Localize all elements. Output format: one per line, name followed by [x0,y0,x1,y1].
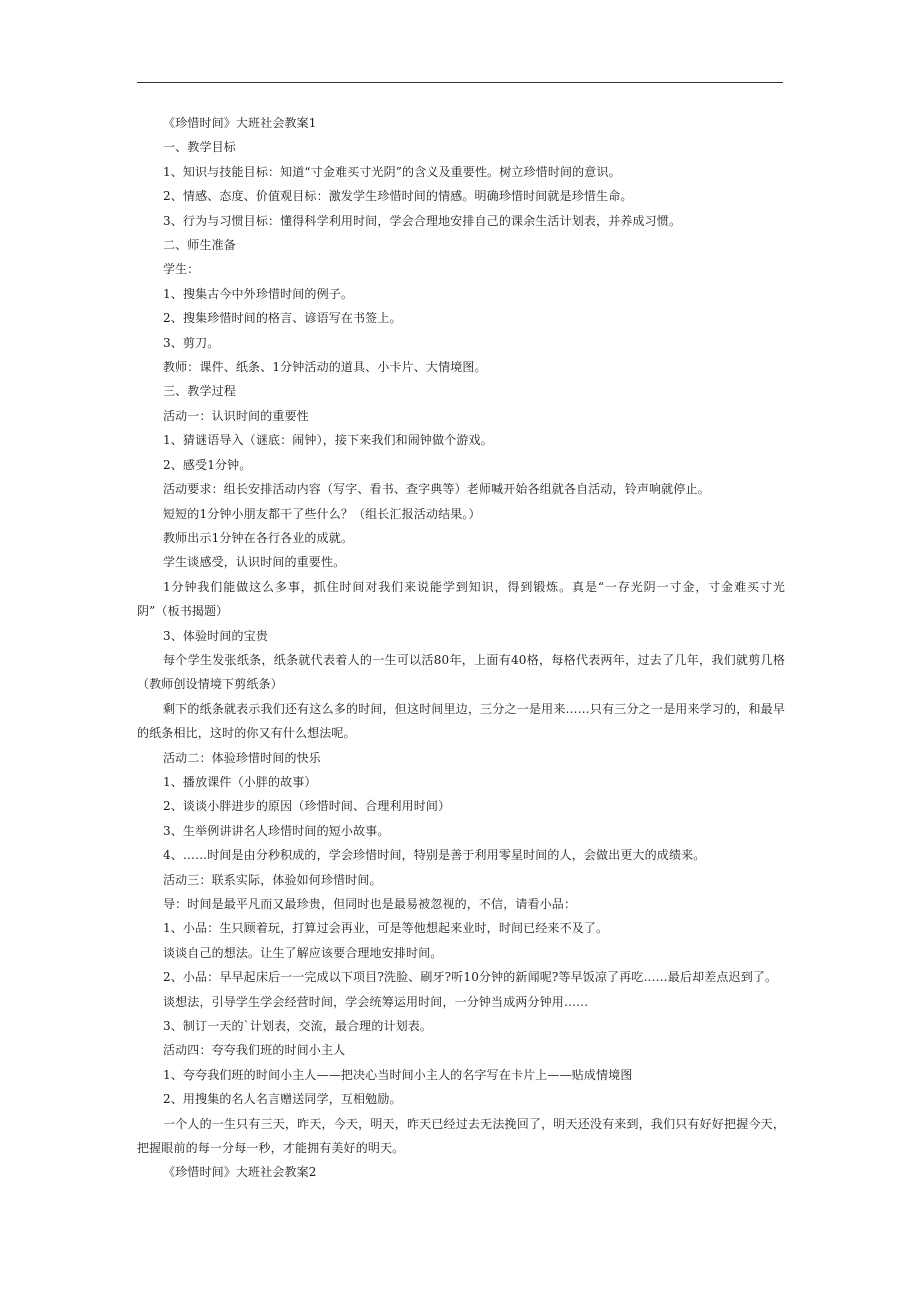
activity-heading: 活动一：认识时间的重要性 [163,408,309,423]
paragraph: 1、知识与技能目标：知道“寸金难买寸光阴”的含义及重要性。树立珍惜时间的意识。 [163,164,621,179]
paragraph: 一个人的一生只有三天，昨天，今天，明天，昨天已经过去无法挽回了，明天还没有来到，我们只有好好把握今天，把握眼前的每一分每一秒，才能拥有美好的明天。 [137,1116,785,1156]
paragraph: 活动要求：组长安排活动内容（写字、看书、查字典等）老师喊开始各组就各自活动，铃声响就停止。 [163,482,710,497]
activity-heading: 活动四：夸夸我们班的时间小主人 [163,1043,346,1058]
paragraph: 1、猜谜语导入（谜底：闹钟），接下来我们和闹钟做个游戏。 [163,433,493,448]
paragraph: 谈谈自己的想法。让生了解应该要合理地安排时间。 [163,945,443,960]
paragraph: 短短的1分钟小朋友都干了些什么？（组长汇报活动结果。） [163,506,481,521]
paragraph: 每个学生发张纸条，纸条就代表着人的一生可以活80年，上面有40格，每格代表两年，过去了几年，我们就剪几格（教师创设情境下剪纸条） [137,652,785,692]
paragraph: 4、……时间是由分秒积成的，学会珍惜时间，特别是善于利用零星时间的人，会做出更大的成绩来。 [163,848,706,863]
paragraph: 2、用搜集的名人名言赠送同学，互相勉励。 [163,1092,402,1107]
section-heading: 二、师生准备 [163,238,236,253]
paragraph: 2、谈谈小胖进步的原因（珍惜时间、合理利用时间） [163,799,451,814]
paragraph: 2、小品：早早起床后一一完成以下项目?洗脸、刷牙?听10分钟的新闻呢?等早饭凉了再吃……最后却差点迟到了。 [163,970,778,985]
paragraph: 3、制订一天的`计划表，交流，最合理的计划表。 [163,1019,433,1034]
paragraph: 2、搜集珍惜时间的格言、谚语写在书签上。 [163,311,402,326]
lesson-title: 《珍惜时间》大班社会教案2 [163,1165,317,1180]
paragraph: 3、剪刀。 [163,335,220,350]
paragraph: 导：时间是最平凡而又最珍贵，但同时也是最易被忽视的，不信，请看小品： [163,897,577,911]
lesson-title: 《珍惜时间》大班社会教案1 [163,116,317,130]
section-heading: 一、教学目标 [163,140,236,155]
paragraph: 学生谈感受，认识时间的重要性。 [163,555,346,570]
paragraph: 剩下的纸条就表示我们还有这么多的时间，但这时间里边，三分之一是用来……只有三分之一是用来学习的，和最早的纸条相比，这时的你又有什么想法呢。 [137,701,785,741]
paragraph: 1、夸夸我们班的时间小主人——把决心当时间小主人的名字写在卡片上——贴成情境图 [163,1067,633,1082]
activity-heading: 活动二：体验珍惜时间的快乐 [163,750,321,765]
paragraph: 谈想法，引导学生学会经营时间，学会统筹运用时间，一分钟当成两分钟用…… [163,994,589,1009]
paragraph: 学生： [163,262,200,277]
section-heading: 三、教学过程 [163,384,236,399]
paragraph: 1、搜集古今中外珍惜时间的例子。 [163,286,354,301]
paragraph: 3、体验时间的宝贵 [163,628,268,643]
paragraph: 教师：课件、纸条、1分钟活动的道具、小卡片、大情境图。 [163,360,487,375]
paragraph: 3、生举例讲讲名人珍惜时间的短小故事。 [163,823,390,838]
paragraph: 3、行为与习惯目标：懂得科学利用时间，学会合理地安排自己的课余生活计划表，并养成习惯。 [163,213,682,228]
paragraph: 2、情感、态度、价值观目标：激发学生珍惜时间的情感。明确珍惜时间就是珍惜生命。 [163,189,633,204]
paragraph: 1、小品：生只顾着玩，打算过会再业，可是等他想起来业时，时间已经来不及了。 [163,921,609,936]
header-rule [137,82,783,83]
paragraph: 1分钟我们能做这么多事，抓住时间对我们来说能学到知识，得到锻炼。真是“一存光阴一寸金，寸金难买寸光阴”（板书揭题） [137,579,785,619]
paragraph: 2、感受1分钟。 [163,457,252,472]
paragraph: 教师出示1分钟在各行各业的成就。 [163,530,354,545]
document-body [137,111,785,1185]
activity-heading: 活动三：联系实际，体验如何珍惜时间。 [163,872,382,887]
paragraph: 1、播放课件（小胖的故事） [163,774,317,789]
